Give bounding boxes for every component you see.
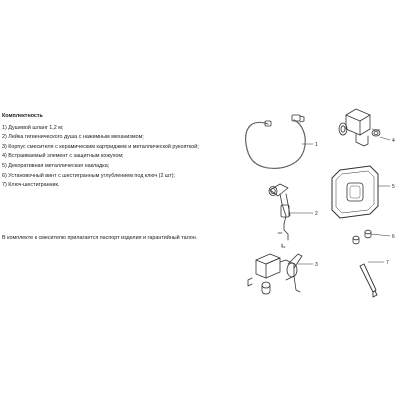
decorative-plate-drawing [332, 166, 390, 218]
embedded-element-drawing [339, 109, 390, 146]
callout-1: 1 [315, 142, 318, 148]
list-item: 2) Лейка гигиенического душа с нажимным механизмом; [2, 134, 144, 141]
list-item: 6) Установочный винт с шестигранным углублением под ключ (2 шт); [2, 172, 176, 179]
list-item: 5) Декоративная металлическая накладка; [2, 162, 110, 169]
hex-key-drawing [360, 262, 384, 297]
list-item: 1) Душевой шланг 1,2 м; [2, 124, 64, 131]
callout-2: 2 [315, 211, 318, 217]
callout-5: 5 [392, 184, 395, 190]
callout-7: 7 [386, 260, 389, 266]
package-note: В комплекте к смесителю прилагается паспорт изделия и гарантийный талон. [2, 235, 198, 241]
callout-6: 6 [392, 234, 395, 240]
callout-3: 3 [315, 262, 318, 268]
set-screws-drawing [353, 230, 390, 244]
shower-hose-drawing [246, 115, 313, 168]
contents-heading: Комплектность [2, 113, 43, 119]
callout-4: 4 [392, 138, 395, 144]
list-item: 3) Корпус смесителя с керамическим картриджем и металлической рукояткой; [2, 143, 199, 150]
mixer-body-drawing [248, 254, 313, 294]
list-item: 4) Встраиваемый элемент с защитным кожухом; [2, 153, 124, 160]
list-item: 7) Ключ-шестигранник. [2, 182, 60, 189]
hygienic-shower-drawing [269, 184, 313, 247]
